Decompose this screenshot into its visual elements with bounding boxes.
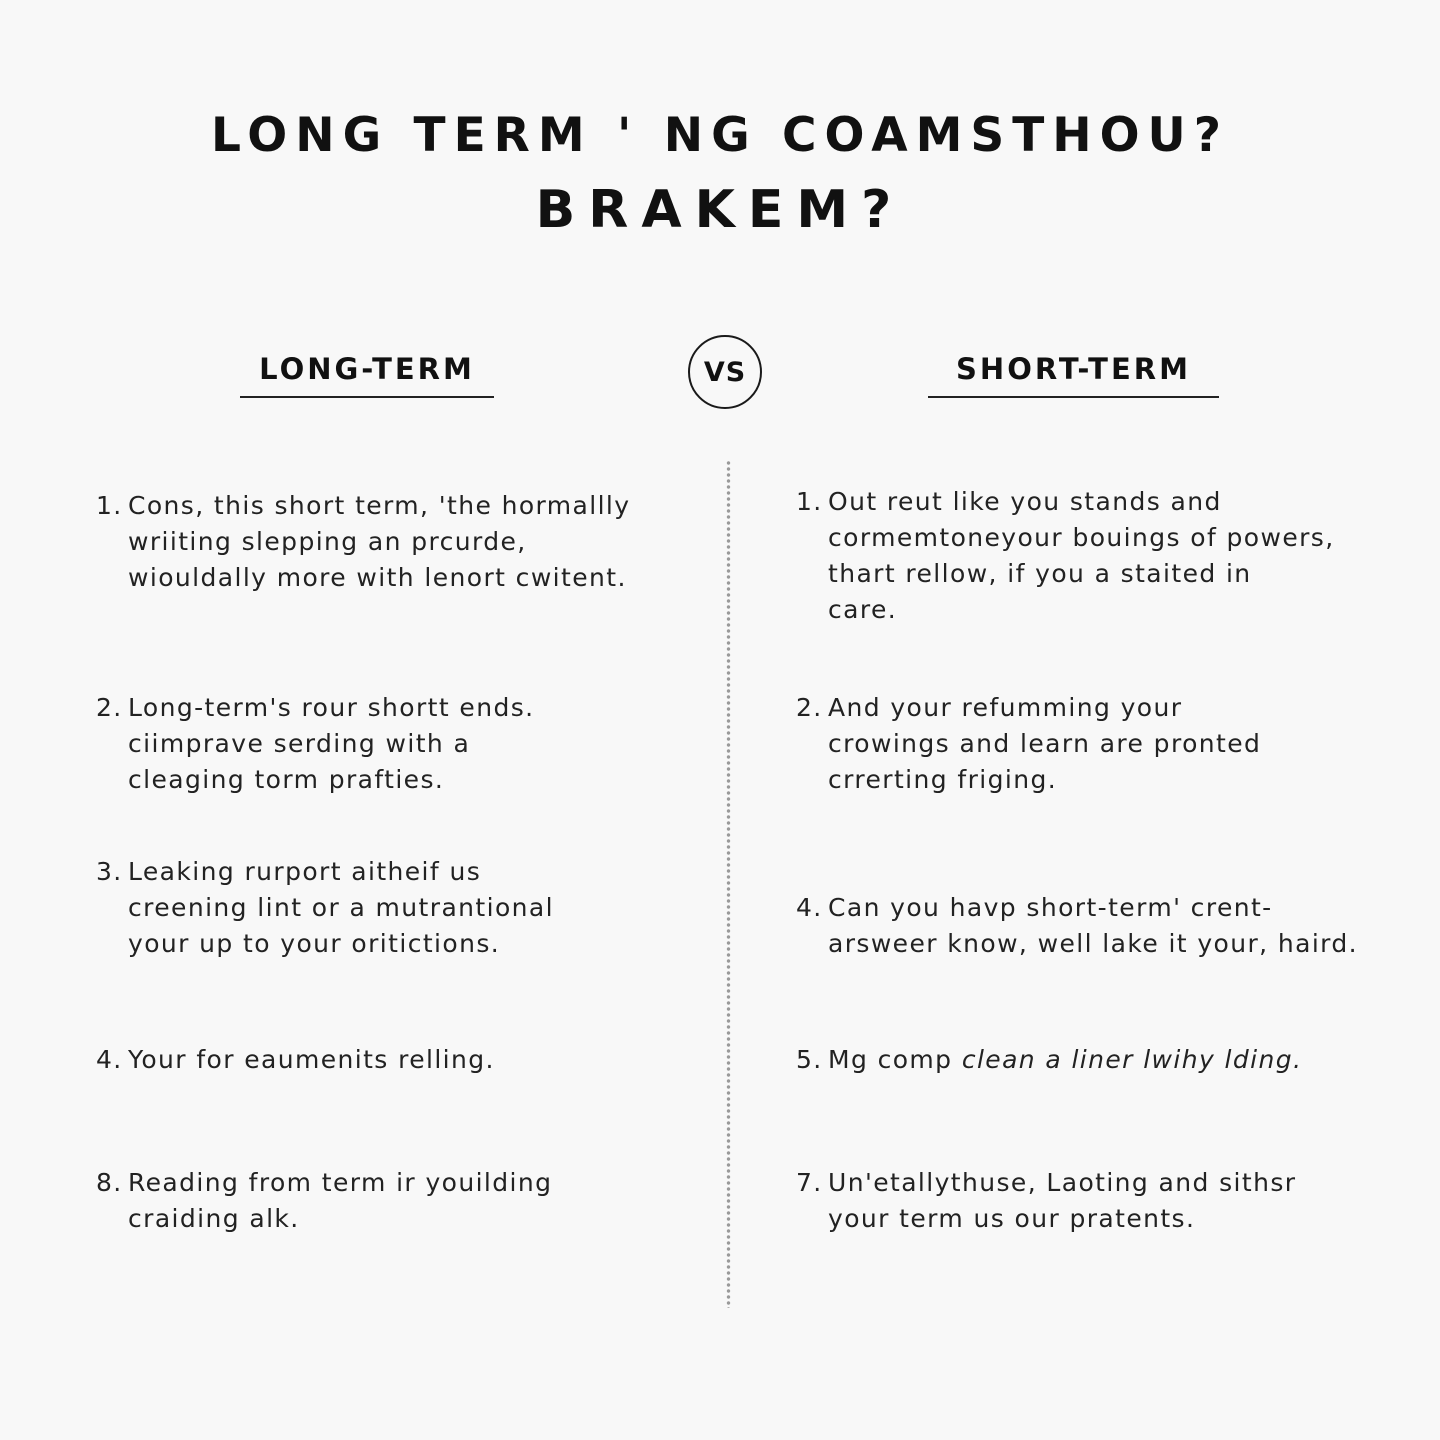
short-term-item-3-number: 4. (796, 893, 823, 922)
short-term-item-3-line-2: arsweer know, well lake it your, haird. (828, 929, 1359, 958)
long-term-item-5-line-2: craiding alk. (128, 1204, 300, 1233)
short-term-item-4-line-1 (796, 1042, 1302, 1078)
short-term-item-4-number: 5. (796, 1045, 823, 1074)
long-term-item-3-number: 3. (96, 857, 123, 886)
short-term-item-3-line-1: 4. Can you havp short-term' crent- (796, 890, 1358, 926)
long-term-item-4-line-1: 4. Your for eaumenits relling. (96, 1042, 495, 1078)
long-term-item-2-number: 2. (96, 693, 123, 722)
long-term-item-3-line-1: 3. Leaking rurport aitheif us (96, 854, 554, 890)
short-term-item-5-line-2: your term us our pratents. (828, 1204, 1196, 1233)
long-term-item-3 (96, 854, 554, 962)
page-title-line-1: LONG TERM ' NG COAMSTHOU? (211, 108, 1229, 163)
short-term-item-4-prefix: Mg comp (828, 1045, 953, 1074)
short-term-heading: SHORT-TERM (956, 352, 1191, 386)
short-term-item-5 (796, 1165, 1296, 1237)
page-title-line-2: BRAKEM? (535, 180, 905, 240)
short-term-item-1 (796, 484, 1335, 628)
long-term-item-1-line-2: wriiting slepping an prcurde, (128, 527, 527, 556)
long-term-item-3-line-2: creening lint or a mutrantional (128, 893, 554, 922)
long-term-item-3-line-3: your up to your oritictions. (128, 929, 501, 958)
long-term-item-5 (96, 1165, 552, 1237)
short-term-item-5-line-1: 7. Un'etallythuse, Laoting and sithsr (796, 1165, 1296, 1201)
short-term-item-2 (796, 690, 1261, 798)
long-term-heading: LONG-TERM (259, 352, 475, 386)
long-term-item-2 (96, 690, 535, 798)
short-term-item-2-number: 2. (796, 693, 823, 722)
short-term-item-4-italic: clean a liner lwihy lding. (961, 1045, 1303, 1074)
long-term-item-4-number: 4. (96, 1045, 123, 1074)
short-term-item-1-line-1: 1. Out reut like you stands and (796, 484, 1335, 520)
long-term-item-1-line-3: wiouldally more with lenort cwitent. (128, 563, 627, 592)
long-term-heading-underline (240, 396, 494, 398)
short-term-item-2-line-2: crowings and learn are pronted (828, 729, 1262, 758)
long-term-item-2-line-1: 2. Long-term's rour shortt ends. (96, 690, 535, 726)
long-term-item-5-number: 8. (96, 1168, 123, 1197)
short-term-item-2-line-1: 2. And your refumming your (796, 690, 1261, 726)
long-term-item-1-number: 1. (96, 491, 123, 520)
vs-badge: VS (688, 335, 762, 409)
long-term-item-5-line-1: 8. Reading from term ir youilding (96, 1165, 552, 1201)
column-divider (726, 460, 731, 1308)
short-term-item-1-line-4: care. (828, 595, 898, 624)
short-term-item-4 (796, 1042, 1302, 1078)
short-term-item-2-line-3: crrerting friging. (828, 765, 1058, 794)
short-term-heading-underline (928, 396, 1219, 398)
short-term-item-1-line-3: thart rellow, if you a staited in (828, 559, 1252, 588)
long-term-item-2-line-3: cleaging torm prafties. (128, 765, 445, 794)
long-term-item-4 (96, 1042, 495, 1078)
short-term-item-1-number: 1. (796, 487, 823, 516)
short-term-item-5-number: 7. (796, 1168, 823, 1197)
long-term-item-1 (96, 488, 630, 596)
long-term-item-1-line-1: 1. Cons, this short term, 'the hormallly (96, 488, 630, 524)
short-term-item-3 (796, 890, 1358, 962)
short-term-item-1-line-2: cormemtoneyour bouings of powers, (828, 523, 1335, 552)
long-term-item-2-line-2: ciimprave serding with a (128, 729, 471, 758)
